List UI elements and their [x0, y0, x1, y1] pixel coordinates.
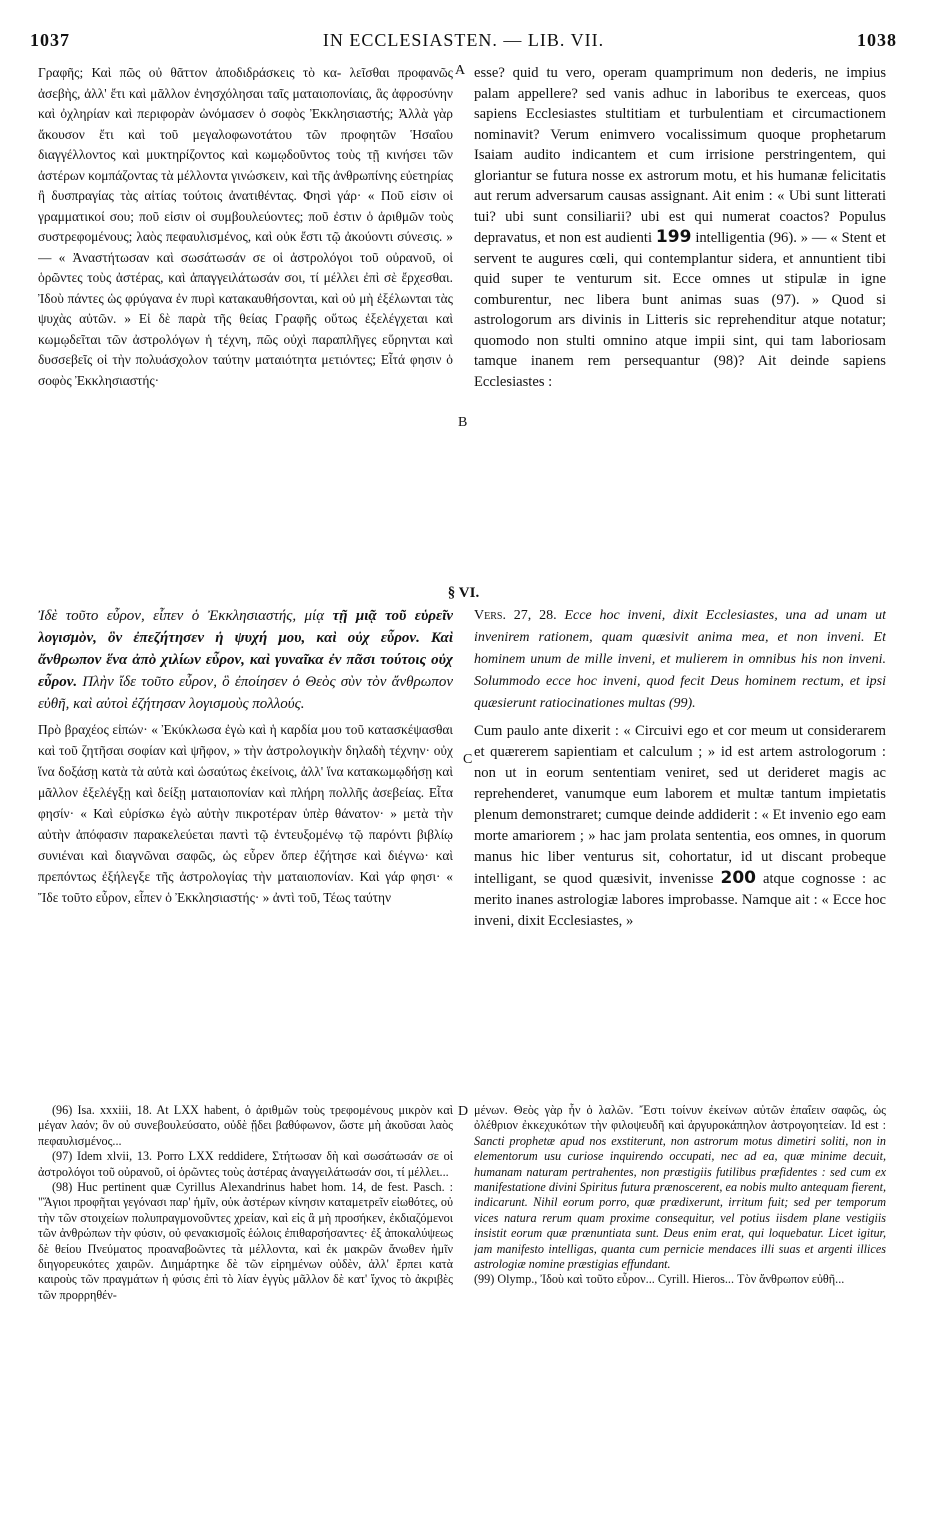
footnote-96: (96) Isa. xxxiii, 18. At LXX habent, ὁ ἀριθμῶν τοὺς τρεφομένους μικρὸν καὶ μέγαν λαόν; ὃν οὐ συνεβουλεύσατο, οὐδὲ ᾔδει βαθύφωνον, ὥστε μὴ ἀκοῦσαι λαὸς πεφαυλισμένος...	[38, 1103, 453, 1148]
latin-verse: Vers. 27, 28. Ecce hoc inveni, dixit Ecclesiastes, una ad unam ut invenirem rationem, quam quæsivit anima mea, et non inveni. Et hominem unum de mille inveni, et mulierem in omnibus his non inveni. Solummodo ecce hoc inveni, quod fecit Deus hominem rectum, et ipsi quæsierunt ratiocinationes multas (99).	[474, 608, 886, 711]
greek-column-section	[38, 605, 453, 1097]
footnote-98-continued: μένων. Θεὸς γὰρ ἦν ὁ λαλῶν. Ἔστι τοίνυν ἐκείνων αὐτῶν ἐπαΐειν σαφῶς, ὡς ὀλέθριον ἐκκεχυκότων τὴν φιλοψευδῆ καὶ ἀργυροκάπηλον ἀστρογοητείαν. Id est : Sancti prophetæ apud nos exstiterunt, non astrorum motus dimetiri soliti, non in elementorum usu curiose inquirendo occupati, nec ad ea, quæ minime decuit, humanam naturam pertrahentes, non præstigiis futilibus præfidentes : sed cum ex manifestatione divini Spiritus futura prænoscerent, ea nobis multo antequam fierent, indicarunt. Nihil eorum porro, quæ prædixerunt, irritum fuit; sed per temporum vices natura rerum quam proxime consequitur, vel potius iisdem plane vestigiis insistit eorum quæ prænuntiata sunt. Deus enim erat, qui loquebatur. Licet igitur, jam manifesto intelligas, quanta cum pernicie mendaces illi suas et argenti illices astrologiæ nomine præstigias effundant.	[474, 1103, 886, 1272]
latin-column-top	[474, 63, 886, 581]
greek-column-top	[38, 63, 453, 581]
footnote-99: (99) Olymp., Ἰδοὺ καὶ τοῦτο εὗρον... Cyrill. Hieros... Τὸν ἄνθρωπον εὐθῆ...	[474, 1272, 845, 1287]
footnote-98: (98) Huc pertinent quæ Cyrillus Alexandrinus habet hom. 14, de fest. Pasch. : "Ἅγιοι προφῆται γεγόνασι παρ' ἡμῖν, οὐκ ἀστέρων κίνησιν καταμετρεῖν εἰωθότες, οὐ τὴν τῶν στοιχείων πολυπραγμονοῦντες χρείαν, καὶ εἰς ἃ μὴ προσήκεν, ἐκδιαζόμενοι τῶν ἀνθρώπων τὴν φύσιν, οὐ φενακισμοῖς ἑώλοις ἐπιθαρσήσαντες· ἐξ ἀποκαλύψεως δὲ θείου Πνεύματος προαναβοῶντες τὰ μέλλοντα, καὶ ἐκ μακρῶν ἄνωθεν ἡμῖν διηγορευκότες χαιρῶν. Διημάρτηκε δὲ τῶν εἰρημένων οὐδὲν, ἀλλ' ἔρπει κατὰ καιροὺς τῶν πραγμάτων ἡ φύσις ἐπὶ τὸ λίαν ἐγγὺς μᾶλλον δὲ κατ' ἴχνος τὸ ἀκριβὲς τῶν προρρηθέν-	[38, 1180, 453, 1302]
right-column-number: 1038	[857, 30, 897, 50]
footnote-97: (97) Idem xlvii, 13. Porro LXX reddidere, Στήτωσαν δὴ καὶ σωσάτωσάν σε οἱ ἀστρολόγοι τοῦ οὐρανοῦ, οἱ ὁρῶντες τοὺς ἀστέρας ἀναγγειλάτωσάν σοι, τί μέλλει...	[38, 1149, 453, 1179]
running-title: IN ECCLESIASTEN. — LIB. VII.	[322, 30, 605, 50]
footnotes-left	[38, 1103, 453, 1510]
page-header	[30, 30, 897, 60]
margin-letter-c: C	[463, 752, 473, 767]
margin-letter-b: B	[458, 415, 468, 430]
latin-commentary: Cum paulo ante dixerit : « Circuivi ego et cor meum ut considerarem et quærerem sapientiam et calculum ; » id est artem astrologorum : non ut in eorum sententiam veniret, sed ut derideret magis ac reprehenderet, vanumque eum laborem et multæ tantum impietatis plenum demonstraret; cumque deinde addiderit : « Et invenio ego eam morte amariorem ; » hac jam prolata sententia, eos omnes, in quorum manus hic liber venturus sit, cohortatur, id ut discant probeque intelligant, se quod quæsivit, invenisse 200 atque cognosse : ac merito inanes astrologiæ labores improbasse. Namque ait : « Ecce hoc inveni, dixit Ecclesiastes, »	[474, 723, 886, 929]
page-marker-200: 200	[720, 868, 756, 888]
footnotes-right	[474, 1103, 886, 1510]
margin-letter-d: D	[458, 1104, 469, 1119]
greek-commentary: Πρὸ βραχέος εἰπών· « Ἐκύκλωσα ἐγὼ καὶ ἡ καρδία μου τοῦ κατασκέψασθαι καὶ τοῦ ζητῆσαι σοφίαν καὶ ψῆφον, » τὴν ἀστρολογικὴν δηλαδὴ τέχνην· οὐχ ἵνα δοξάσῃ κατὰ τὰ αὐτὰ καὶ ὡσαύτως ἐκείνοις, ἀλλ' ἵνα κατακωμῳδήσῃ καὶ μᾶλλον ἐξελέγξῃ καὶ δείξῃ ματαιοπονίαν καὶ πλήρη πολλῆς ἀσεβείας. Εἶτα φησίν· « Καὶ εὑρίσκω ἐγὼ αὐτὴν πικροτέραν ὑπὲρ θάνατον· » μετὰ τὴν αὐτὴν ἀπόφασιν παρακελεύεται παντὶ τῷ ἐντευξομένῳ τῷ παρόντι βιβλίῳ συνιέναι καὶ διαγνῶναι σαφῶς, ὡς εὗρεν ὅπερ ἐζήτησε καὶ διέγνω· καὶ πρεπόντως ἐξήλεγξε τῆς ἀστρολογίας τὴν ματαιοπονίαν. Καὶ γάρ φησι· « Ἴδε τοῦτο εὗρον, εἶπεν ὁ Ἐκκλησιαστής· » ἀντὶ τοῦ, Τέως ταύτην	[38, 722, 453, 905]
section-heading: § VI.	[447, 585, 480, 601]
latin-column-section	[474, 605, 886, 1097]
latin-paragraph: esse? quid tu vero, operam quamprimum non dederis, ne impius palam appellere? sed vanis adhuc in laboribus te exerceas, quos sapiens Ecclesiastes stultitiam et turbulentiam et circumactionem nominavit? Verum enimvero vocalissimum quoque prophetarum Isaiam audito indicantem et cum irrisione perstringentem, qui gloriantur se futura nosse ex astrorum motu, et his humanæ felicitatis aut rerum adversarum causas assignant. Ait enim : « Ubi sunt litterati tui? ubi sunt consiliarii? ubi est qui numerat coactos? Populus depravatus, et non est audienti 199 intelligentia (96). » — « Stent et servent te augures cœli, qui contemplantur sidera, et annuntient tibi quid super te venturum sit. Ecce omnes ut stipulæ in igne comburentur, nec libera bunt animas suas (97). » Quod si astrologorum ars divinis in Litteris sic reprehenditur atque notatur; quomodo non stulti omnino atque impii sint, qui tam laboriosam tamque inanem rem persequantur (98)? Ait deinde sapiens Ecclesiastes :	[474, 65, 886, 390]
left-column-number: 1037	[30, 30, 70, 50]
page-marker-199: 199	[655, 227, 692, 247]
greek-paragraph: Γραφῆς; Καὶ πῶς οὐ θᾶττον ἀποδιδράσκεις τὸ κα- λεῖσθαι προφανῶς ἀσεβὴς, ἀλλ' ἔτι καὶ μᾶλλον ἐνησχόλησαι ταῖς ματαιοπονίαις, ἃς ἀφροσύνην καὶ ὀχληρίαν καὶ περιφορὰν ὠνόμασεν ὁ σοφὸς Ἐκκλησιαστής; Ἀλλὰ γὰρ ἄκουσον ἔτι καὶ τοῦ μεγαλοφωνοτάτου τῶν προφητῶν Ἡσαΐου διαγγέλλοντος καὶ μυκτηρίζοντος καὶ κωμῳδοῦντος τοὺς τῇ κινήσει τῶν ἀστέρων κομπάζοντας τὰ μέλλοντα γινώσκειν, καὶ τῆς ἀνθρωπίνης εὐετηρίας ἢ δυσπραγίας τὰς αἰτίας τούτοις ἀνατιθέντας. Φησὶ γάρ· « Ποῦ εἰσιν οἱ γραμματικοί σου; ποῦ εἰσιν οἱ συμβουλεύοντες; ποῦ ἐστιν ὁ ἀριθμῶν τοὺς συστρεφομένους; λαὸς πεφαυλισμένος, καὶ οὐκ ἔστι τῷ ἀκούοντι σύνεσις. » — « Ἀναστήτωσαν καὶ σωσάτωσάν σε οἱ ἀστρολόγοι τοῦ οὐρανοῦ, οἱ ὁρῶντες τοὺς ἀστέρας, καὶ ἀπαγγειλάτωσάν σοι, τί μέλλει ἐπὶ σὲ ἔρχεσθαι. Ἰδοὺ πάντες ὡς φρύγανα ἐν πυρὶ κατακαυθήσονται, καὶ οὐ μὴ ἐξέλωνται τὰς ψυχὰς αὐτῶν. » Εἰ δὲ παρὰ τῆς θείας Γραφῆς οὕτως ἐξελέγχεται καὶ κωμῳδεῖται τῶν ἀστρολόγων ἡ τέχνη, πῶς οὐχὶ παραπλῆγες εὕρηνται καὶ δυσσεβεῖς οἱ τὴν πολυάσχολον ταύτην ματαιότητα μετιόντες; Εἶτά φησιν ὁ σοφὸς Ἐκκλησιαστής·	[38, 65, 453, 388]
margin-letter-a: A	[455, 63, 466, 78]
verse-reference: Vers. 27, 28.	[474, 608, 557, 623]
greek-verse: Ἰδὲ τοῦτο εὗρον, εἶπεν ὁ Ἐκκλησιαστής, μίᾳ τῇ μιᾷ τοῦ εὑρεῖν λογισμὸν, ὃν ἐπεζήτησεν ἡ ψυχή μου, καὶ οὐχ εὗρον. Καὶ ἄνθρωπον ἕνα ἀπὸ χιλίων εὗρον, καὶ γυναῖκα ἐν πᾶσι τούτοις οὐχ εὗρον. Πλὴν ἴδε τοῦτο εὗρον, ὃ ἐποίησεν ὁ Θεὸς σὺν τὸν ἄνθρωπον εὐθῆ, καὶ αὐτοὶ ἐζήτησαν λογισμοὺς πολλούς.	[38, 608, 453, 712]
